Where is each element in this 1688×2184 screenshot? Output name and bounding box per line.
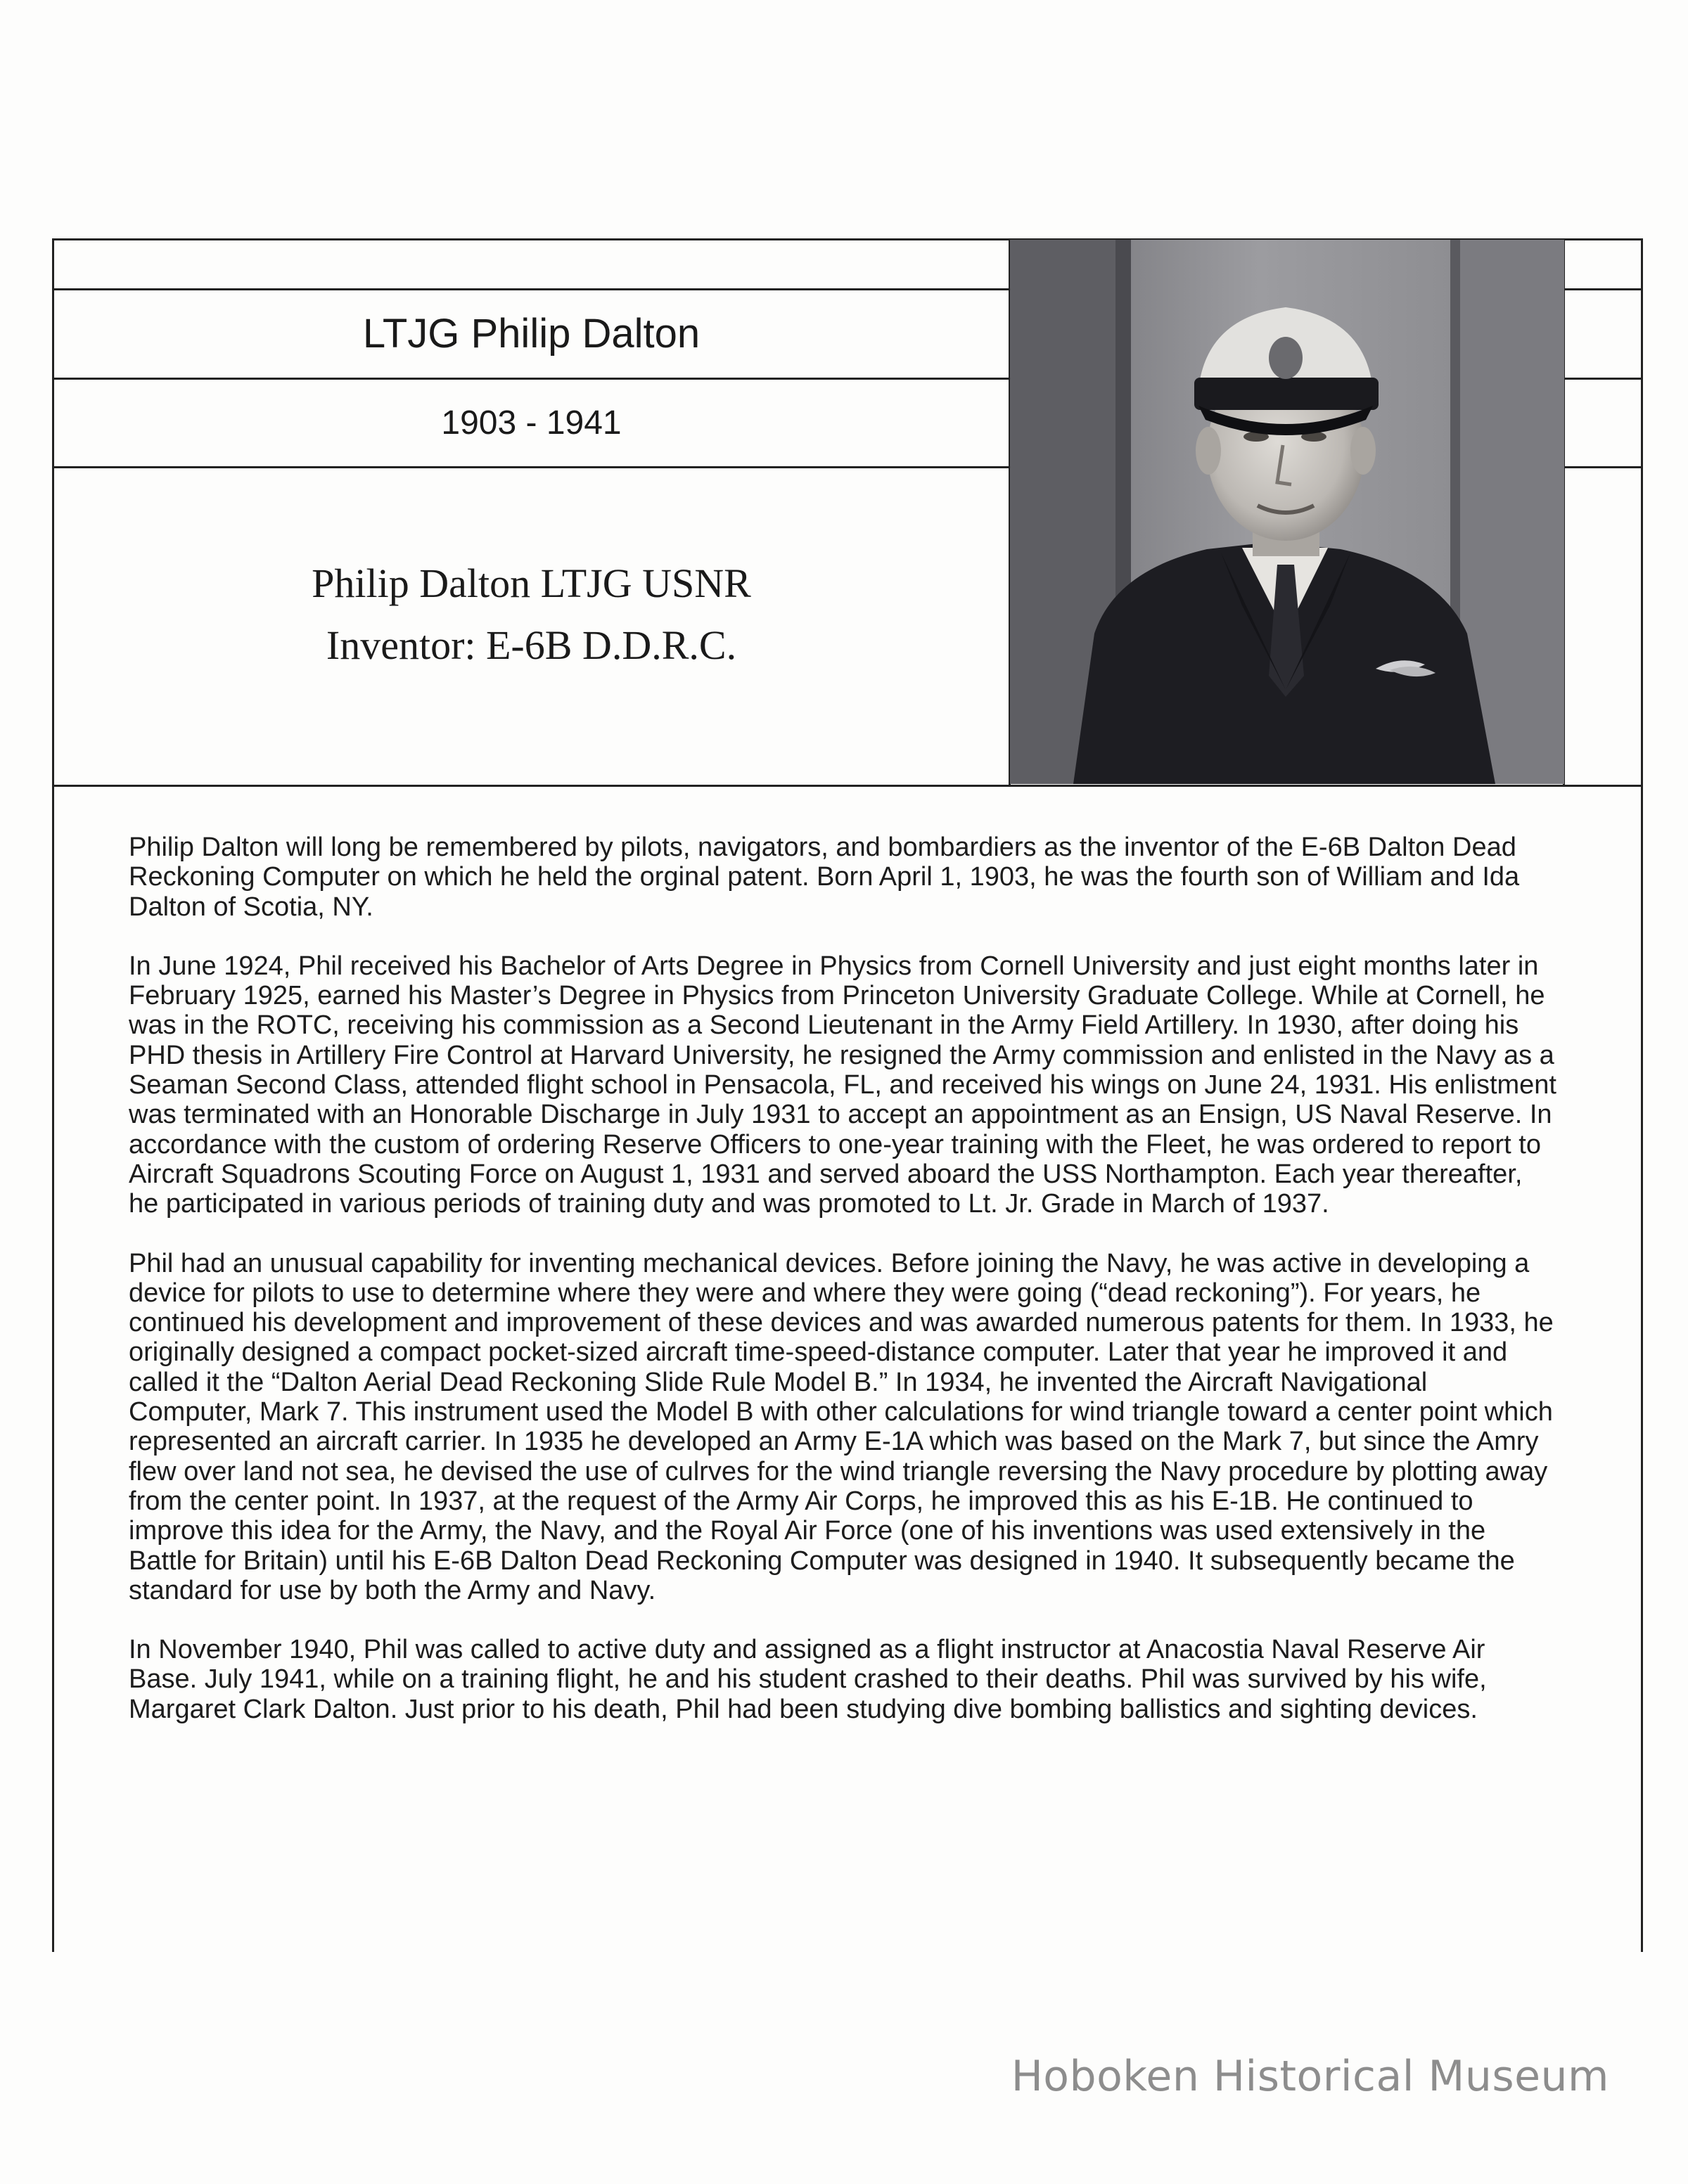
life-years: 1903 - 1941	[441, 404, 622, 442]
biography-paragraph: Philip Dalton will long be remembered by pilots, navigators, and bombardiers as the inventor of the E-6B Dalton Dead Reckoning Computer on which he held the orginal patent. Born April 1, 1903, he was the fourth son of William and Ida Dalton of Scotia, NY.	[129, 833, 1520, 922]
header-row-divider-3	[52, 466, 1010, 468]
portrait-photo	[1010, 240, 1564, 784]
subject-name-title: LTJG Philip Dalton	[362, 311, 701, 356]
right-strip-divider-2	[1563, 378, 1643, 380]
biography-paragraph: Phil had an unusual capability for inventing mechanical devices. Before joining the Navy, he was active in developing a device for pilots to use to determine where they were and where they were going (“dead reckoning”). For years, he continued his development and improvement of these devices and was awarded numerous patents for them. In 1933, he originally designed a compact pocket-sized aircraft time-speed-distance computer. Later that year he improved it and called it the “Dalton Aerial Dead Reckoning Slide Rule Model B.” In 1934, he invented the Aircraft Navigational Computer, Mark 7. This instrument used the Model B with other calculations for wind triangle toward a center point which represented an aircraft carrier. In 1935 he developed an Army E-1A which was based on the Mark 7, but since the Amry flew over land not sea, he devised the use of culrves for the wind triangle reversing the Navy procedure by plotting away from the center point. In 1937, at the request of the Army Air Corps, he improved this as his E-1B. He continued to improve this idea for the Army, the Navy, and the Royal Air Force (one of his inventions was used extensively in the Battle for Britain) until his E-6B Dalton Dead Reckoning Computer was designed in 1940. It subsequently became the standard for use by both the Army and Navy.	[129, 1248, 1554, 1605]
frame-right-border	[1641, 238, 1643, 1952]
biography	[129, 833, 1556, 1754]
caption-rank: Philip Dalton LTJG USNR	[312, 560, 751, 606]
museum-watermark: Hoboken Historical Museum	[1011, 2052, 1609, 2101]
right-strip-divider-3	[1563, 466, 1643, 468]
biography-paragraph: In November 1940, Phil was called to active duty and assigned as a flight instructor at Anacostia Naval Reserve Air Base. July 1941, while on a training flight, he and his student crashed to their deaths. Phil was survived by his wife, Margaret Clark Dalton. Just prior to his death, Phil had been studying dive bombing ballistics and sighting devices.	[129, 1635, 1487, 1724]
right-strip-divider-1	[1563, 288, 1643, 290]
frame-left-border	[52, 238, 54, 1952]
header-bottom-border	[52, 785, 1643, 787]
caption-inventor: Inventor: E-6B D.D.R.C.	[326, 622, 737, 668]
portrait-icon	[1010, 240, 1564, 784]
biography-paragraph: In June 1924, Phil received his Bachelor of Arts Degree in Physics from Cornell University and just eight months later in February 1925, earned his Master’s Degree in Physics from Princeton University Graduate College. While at Cornell, he was in the ROTC, receiving his commission as a Second Lieutenant in the Army Field Artillery. In 1930, after doing his PHD thesis in Artillery Fire Control at Harvard University, he resigned the Army commission and enlisted in the Navy as a Seaman Second Class, attended flight school in Pensacola, FL, and received his wings on June 24, 1931. His enlistment was terminated with an Honorable Discharge in July 1931 to accept an appointment as an Ensign, US Naval Reserve. In accordance with the custom of ordering Reserve Officers to one-year training with the Fleet, he was ordered to report to Aircraft Squadrons Scouting Force on August 1, 1931 and served aboard the USS Northampton. Each year thereafter, he participated in various periods of training duty and was promoted to Lt. Jr. Grade in March of 1937.	[129, 951, 1556, 1219]
